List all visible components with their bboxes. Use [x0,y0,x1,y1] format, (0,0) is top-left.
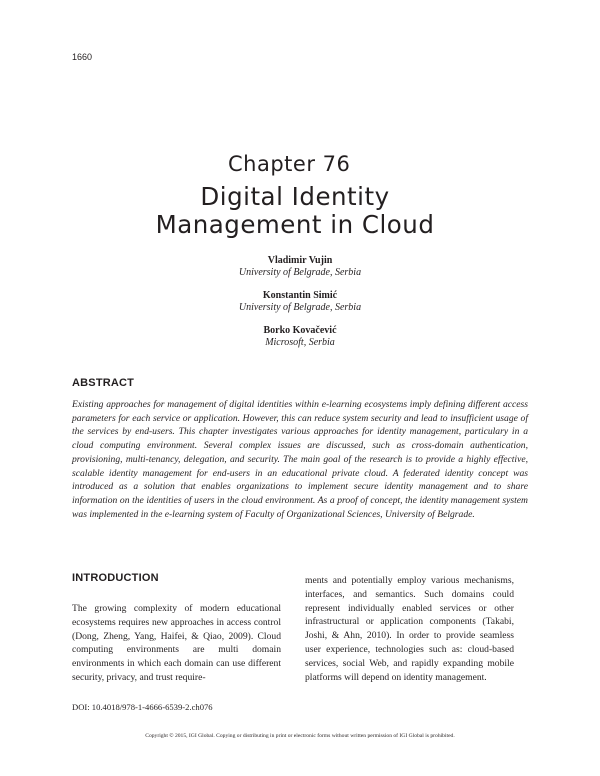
author-list [150,255,450,360]
author-affiliation: Microsoft, Serbia [265,337,335,348]
abstract-heading: ABSTRACT [72,377,135,389]
author-name: Konstantin Simić [262,290,338,301]
author-block [150,325,450,349]
author-name: Borko Kovačević [263,325,337,336]
chapter-label: Chapter 76 [228,152,351,176]
author-name: Vladimir Vujin [267,255,333,266]
introduction-right-column: ments and potentially employ various mechanisms, interfaces, and semantics. Such domains could represent individually enabled services or other infrastructural or application components (Takabi, Joshi, & Ahn, 2010). In order to provide seamless user experience, technologies such as: cloud-based services, social Web, and rapidly expanding mobile platforms will depend on identity management. [305,575,514,683]
author-affiliation: University of Belgrade, Serbia [238,302,362,313]
page-number: 1660 [72,52,93,62]
introduction-left-column: The growing complexity of modern educational ecosystems requires new approaches in access control (Dong, Zheng, Yang, Haifei, & Qiao, 2009). Cloud computing environments are multi domain environments in which each domain can use different security, privacy, and trust require- [72,603,281,683]
introduction-heading: INTRODUCTION [72,572,159,584]
author-block [150,290,450,314]
copyright-notice: Copyright © 2015, IGI Global. Copying or distributing in print or electronic forms without written permission of IGI Global is prohibited. [145,733,455,739]
author-block [150,255,450,279]
author-affiliation: University of Belgrade, Serbia [238,267,362,278]
abstract-text: Existing approaches for management of digital identities within e-learning ecosystems imply defining different access parameters for each service or application. However, this can reduce system security and lead to insufficient usage of the services by end-users. This chapter investigates various approaches for identity management, particulary in a cloud computing environment. Several complex issues are discussed, such as cross-domain authentication, provisioning, multi-tenancy, delegation, and security. The main goal of the research is to provide a highly effective, scalable identity management for end-users in an educational private cloud. A federated identity concept was introduced as a solution that enables organizations to implement secure identity management and to share information on the identities of users in the cloud environment. As a proof of concept, the identity management system was implemented in the e-learning system of Faculty of Organizational Sciences, University of Belgrade. [72,399,528,520]
chapter-title: Digital Identity Management in Cloud [155,182,435,239]
doi-line: DOI: 10.4018/978-1-4666-6539-2.ch076 [72,702,213,712]
